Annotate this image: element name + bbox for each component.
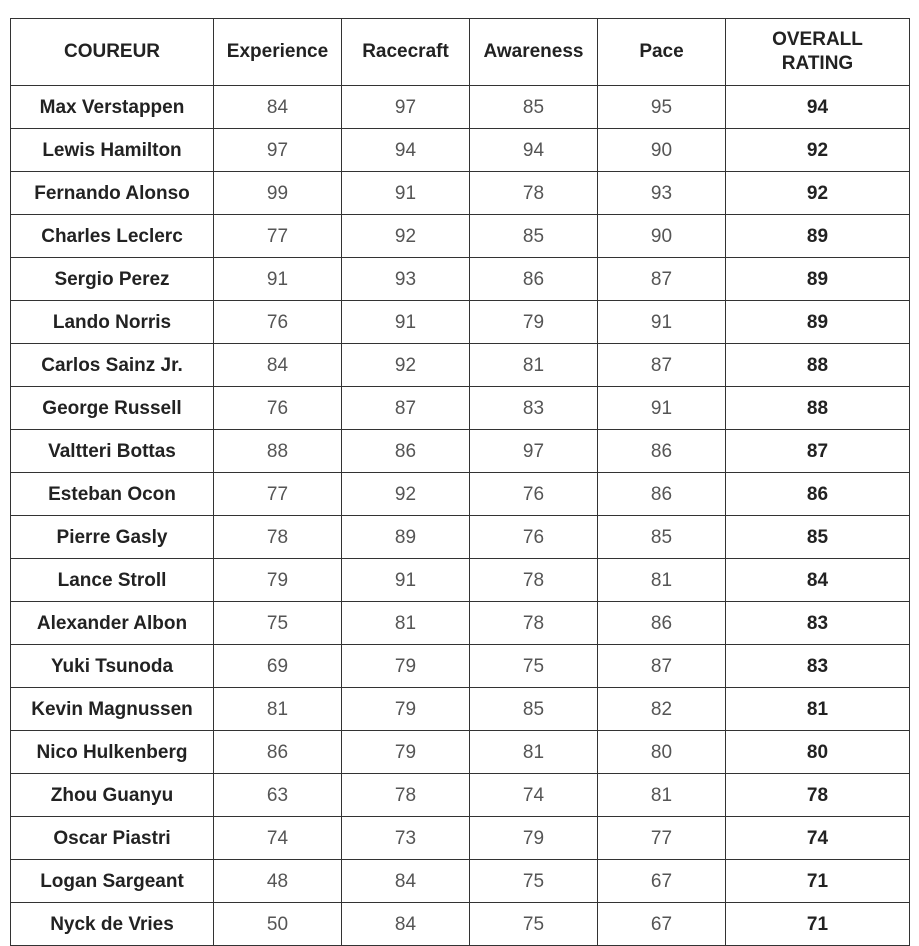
cell-awareness: 76 [470, 473, 598, 516]
cell-overall-rating: 89 [726, 301, 910, 344]
cell-awareness: 75 [470, 860, 598, 903]
cell-overall-rating: 89 [726, 258, 910, 301]
table-row [11, 731, 910, 774]
cell-driver: Alexander Albon [11, 602, 214, 645]
cell-racecraft: 91 [342, 172, 470, 215]
cell-awareness: 76 [470, 516, 598, 559]
cell-awareness: 78 [470, 559, 598, 602]
cell-driver: Oscar Piastri [11, 817, 214, 860]
driver-ratings-table [10, 18, 910, 946]
cell-racecraft: 93 [342, 258, 470, 301]
cell-overall-rating: 83 [726, 645, 910, 688]
cell-experience: 76 [214, 301, 342, 344]
cell-awareness: 78 [470, 172, 598, 215]
cell-driver: Max Verstappen [11, 86, 214, 129]
cell-awareness: 86 [470, 258, 598, 301]
cell-driver: Pierre Gasly [11, 516, 214, 559]
cell-experience: 77 [214, 215, 342, 258]
cell-driver: Logan Sargeant [11, 860, 214, 903]
cell-racecraft: 92 [342, 215, 470, 258]
table-row [11, 387, 910, 430]
header-driver: COUREUR [11, 19, 214, 86]
cell-awareness: 94 [470, 129, 598, 172]
cell-racecraft: 79 [342, 645, 470, 688]
table-row [11, 301, 910, 344]
header-experience: Experience [214, 19, 342, 86]
table-row [11, 430, 910, 473]
cell-overall-rating: 81 [726, 688, 910, 731]
table-row [11, 688, 910, 731]
header-awareness: Awareness [470, 19, 598, 86]
cell-experience: 78 [214, 516, 342, 559]
table-row [11, 774, 910, 817]
cell-pace: 87 [598, 645, 726, 688]
cell-experience: 99 [214, 172, 342, 215]
cell-overall-rating: 87 [726, 430, 910, 473]
cell-driver: Nico Hulkenberg [11, 731, 214, 774]
cell-experience: 74 [214, 817, 342, 860]
cell-racecraft: 78 [342, 774, 470, 817]
cell-pace: 86 [598, 430, 726, 473]
cell-pace: 90 [598, 129, 726, 172]
cell-awareness: 97 [470, 430, 598, 473]
table-row [11, 86, 910, 129]
table-row [11, 344, 910, 387]
cell-overall-rating: 92 [726, 172, 910, 215]
cell-driver: Yuki Tsunoda [11, 645, 214, 688]
cell-racecraft: 84 [342, 860, 470, 903]
table-body [11, 86, 910, 946]
header-overall-line1: OVERALL [772, 29, 863, 50]
cell-experience: 84 [214, 86, 342, 129]
header-pace: Pace [598, 19, 726, 86]
cell-pace: 86 [598, 602, 726, 645]
cell-racecraft: 97 [342, 86, 470, 129]
cell-experience: 75 [214, 602, 342, 645]
cell-experience: 63 [214, 774, 342, 817]
table-row [11, 559, 910, 602]
cell-driver: Lance Stroll [11, 559, 214, 602]
cell-experience: 86 [214, 731, 342, 774]
cell-racecraft: 86 [342, 430, 470, 473]
cell-experience: 88 [214, 430, 342, 473]
cell-overall-rating: 78 [726, 774, 910, 817]
header-overall-line2: RATING [781, 53, 854, 74]
cell-racecraft: 81 [342, 602, 470, 645]
cell-awareness: 81 [470, 344, 598, 387]
cell-pace: 91 [598, 301, 726, 344]
table-row [11, 516, 910, 559]
cell-overall-rating: 88 [726, 344, 910, 387]
table-row [11, 172, 910, 215]
cell-driver: Kevin Magnussen [11, 688, 214, 731]
cell-pace: 87 [598, 258, 726, 301]
cell-racecraft: 91 [342, 301, 470, 344]
cell-experience: 77 [214, 473, 342, 516]
cell-overall-rating: 71 [726, 860, 910, 903]
cell-awareness: 79 [470, 301, 598, 344]
cell-experience: 79 [214, 559, 342, 602]
cell-driver: Charles Leclerc [11, 215, 214, 258]
cell-racecraft: 73 [342, 817, 470, 860]
cell-driver: Zhou Guanyu [11, 774, 214, 817]
cell-driver: Valtteri Bottas [11, 430, 214, 473]
cell-experience: 84 [214, 344, 342, 387]
cell-pace: 87 [598, 344, 726, 387]
cell-overall-rating: 83 [726, 602, 910, 645]
table-row [11, 860, 910, 903]
cell-racecraft: 94 [342, 129, 470, 172]
cell-driver: Lando Norris [11, 301, 214, 344]
cell-racecraft: 84 [342, 903, 470, 946]
cell-awareness: 75 [470, 645, 598, 688]
cell-pace: 93 [598, 172, 726, 215]
cell-experience: 91 [214, 258, 342, 301]
table-row [11, 645, 910, 688]
cell-pace: 67 [598, 903, 726, 946]
cell-pace: 81 [598, 774, 726, 817]
cell-pace: 86 [598, 473, 726, 516]
table-header [11, 19, 910, 86]
cell-driver: Sergio Perez [11, 258, 214, 301]
cell-racecraft: 92 [342, 344, 470, 387]
cell-awareness: 75 [470, 903, 598, 946]
header-racecraft: Racecraft [342, 19, 470, 86]
cell-pace: 67 [598, 860, 726, 903]
cell-overall-rating: 85 [726, 516, 910, 559]
cell-driver: Carlos Sainz Jr. [11, 344, 214, 387]
cell-pace: 81 [598, 559, 726, 602]
cell-driver: Fernando Alonso [11, 172, 214, 215]
cell-awareness: 83 [470, 387, 598, 430]
cell-pace: 80 [598, 731, 726, 774]
cell-pace: 90 [598, 215, 726, 258]
cell-overall-rating: 74 [726, 817, 910, 860]
cell-driver: Lewis Hamilton [11, 129, 214, 172]
cell-experience: 50 [214, 903, 342, 946]
table-row [11, 903, 910, 946]
cell-overall-rating: 84 [726, 559, 910, 602]
header-overall-rating [726, 19, 910, 86]
cell-pace: 95 [598, 86, 726, 129]
cell-experience: 76 [214, 387, 342, 430]
cell-pace: 85 [598, 516, 726, 559]
table-row [11, 258, 910, 301]
cell-awareness: 85 [470, 215, 598, 258]
cell-overall-rating: 89 [726, 215, 910, 258]
cell-awareness: 78 [470, 602, 598, 645]
cell-overall-rating: 71 [726, 903, 910, 946]
cell-overall-rating: 94 [726, 86, 910, 129]
cell-experience: 69 [214, 645, 342, 688]
cell-racecraft: 89 [342, 516, 470, 559]
cell-awareness: 81 [470, 731, 598, 774]
cell-racecraft: 87 [342, 387, 470, 430]
cell-driver: Esteban Ocon [11, 473, 214, 516]
table-row [11, 602, 910, 645]
cell-racecraft: 92 [342, 473, 470, 516]
cell-awareness: 85 [470, 688, 598, 731]
table-row [11, 473, 910, 516]
cell-racecraft: 79 [342, 731, 470, 774]
header-row [11, 19, 910, 86]
cell-overall-rating: 88 [726, 387, 910, 430]
cell-experience: 81 [214, 688, 342, 731]
cell-awareness: 85 [470, 86, 598, 129]
cell-pace: 91 [598, 387, 726, 430]
cell-experience: 48 [214, 860, 342, 903]
table-row [11, 129, 910, 172]
cell-racecraft: 91 [342, 559, 470, 602]
cell-pace: 77 [598, 817, 726, 860]
table-row [11, 215, 910, 258]
cell-pace: 82 [598, 688, 726, 731]
cell-driver: George Russell [11, 387, 214, 430]
cell-awareness: 74 [470, 774, 598, 817]
cell-overall-rating: 80 [726, 731, 910, 774]
cell-awareness: 79 [470, 817, 598, 860]
cell-overall-rating: 92 [726, 129, 910, 172]
table-row [11, 817, 910, 860]
cell-driver: Nyck de Vries [11, 903, 214, 946]
cell-overall-rating: 86 [726, 473, 910, 516]
cell-racecraft: 79 [342, 688, 470, 731]
cell-experience: 97 [214, 129, 342, 172]
